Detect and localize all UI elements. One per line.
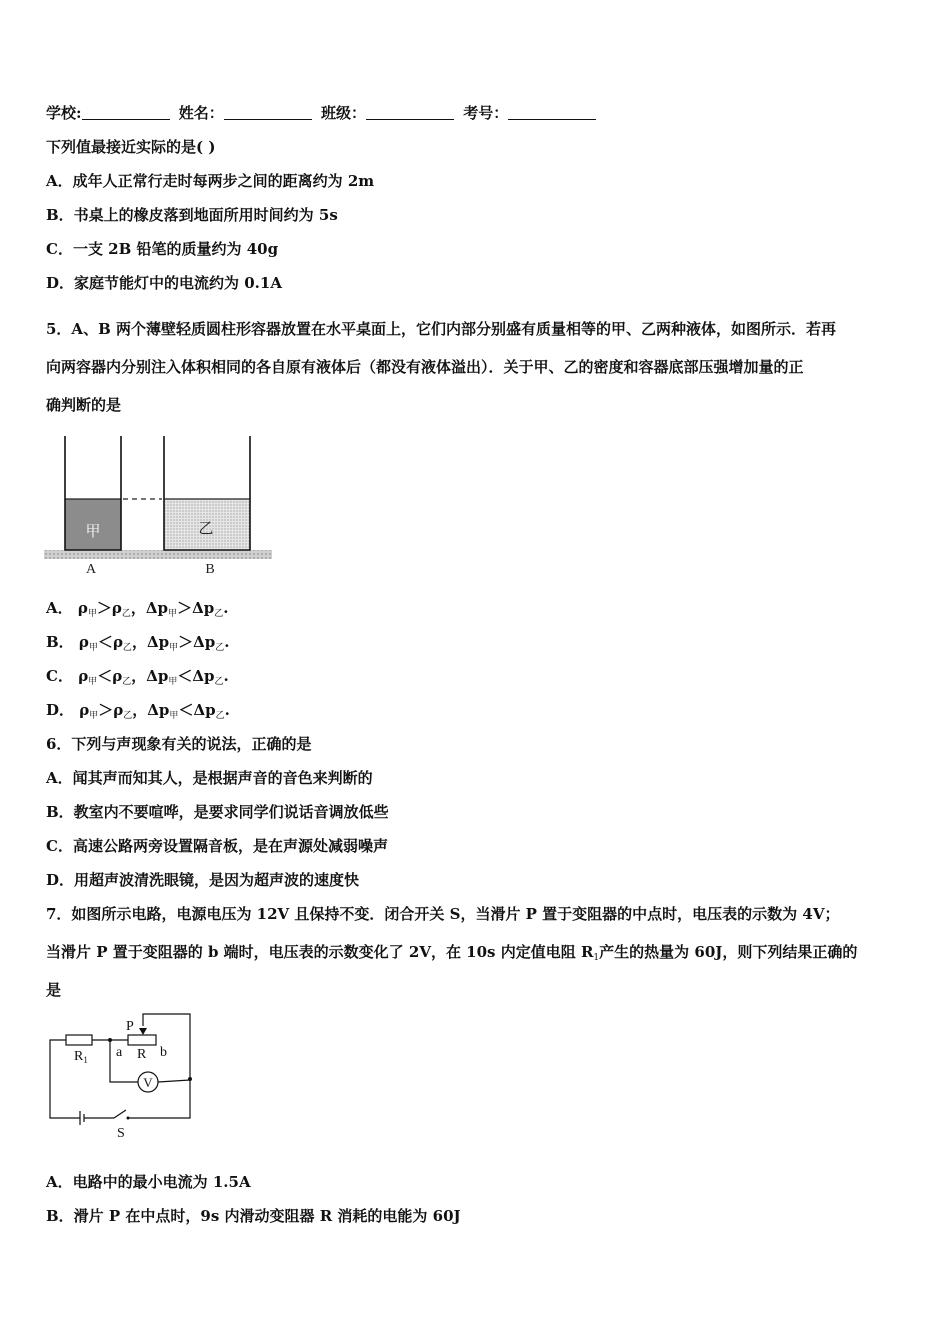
period: . [224, 701, 230, 719]
junction-left [108, 1038, 112, 1042]
class-blank[interactable] [366, 105, 454, 120]
subscript: 甲 [168, 677, 178, 687]
voltmeter-right-wire [158, 1080, 190, 1082]
q5-stem-line3: 确判断的是 [46, 396, 122, 414]
resistor-r1 [66, 1035, 92, 1045]
q5-stem-line2: 向两容器内分别注入体积相同的各自原有液体后（都没有液体溢出）．关于甲、乙的密度和容器底部压强增加量的正 [46, 358, 804, 376]
q4-stem: 下列值最接近实际的是( ) [46, 138, 216, 156]
subscript: 乙 [215, 643, 225, 653]
switch-blade [114, 1110, 126, 1118]
subscript: 乙 [214, 677, 224, 687]
relation: ＞ [96, 599, 112, 617]
subscript: 甲 [168, 609, 178, 619]
delta-p-symbol: Δp [193, 633, 216, 651]
rho-symbol: ρ [112, 633, 123, 651]
switch-label: S [117, 1126, 125, 1141]
exam-no-label: 考号： [463, 104, 509, 122]
rho-symbol: ρ [78, 633, 89, 651]
subscript: 甲 [88, 643, 98, 653]
voltmeter-left-wire [110, 1040, 138, 1082]
rho-symbol: ρ [78, 667, 89, 685]
q5-option-b [46, 632, 230, 658]
containers-figure [44, 432, 276, 580]
relation: ＞ [178, 633, 194, 651]
table-surface [44, 550, 272, 559]
option-letter: C． [46, 667, 73, 685]
q7-stem-line2-post: 产生的热量为 60J，则下列结果正确的 [599, 943, 858, 961]
voltmeter-label: V [143, 1075, 153, 1090]
name-blank[interactable] [224, 105, 312, 120]
rho-symbol: ρ [79, 701, 90, 719]
delta-p-symbol: Δp [192, 667, 215, 685]
subscript: 甲 [89, 711, 99, 721]
r1-subscript: 1 [593, 953, 600, 963]
relation: ＞ [98, 701, 114, 719]
q7-stem-line2 [46, 942, 857, 968]
period: . [223, 599, 229, 617]
wire-bottom-right [128, 1079, 190, 1118]
container-a-label: A [85, 562, 97, 577]
option-letter: A． [46, 599, 73, 617]
switch-contact [127, 1117, 130, 1120]
class-label: 班级： [321, 104, 367, 122]
period: . [223, 667, 229, 685]
delta-p-symbol: Δp [145, 599, 169, 617]
subscript: 乙 [122, 643, 132, 653]
containers-diagram [44, 432, 276, 580]
separator: ， [131, 667, 147, 685]
circuit-figure [44, 1010, 204, 1142]
q4-option-c: C．一支 2B 铅笔的质量约为 40g [46, 240, 279, 258]
rho-symbol: ρ [113, 701, 124, 719]
q7-stem-line1: 7．如图所示电路，电源电压为 12V 且保持不变．闭合开关 S，当滑片 P 置于变阻器的中点时，电压表的示数为 4V； [46, 905, 840, 923]
q4-option-a: A．成年人正常行走时每两步之间的距离约为 2m [46, 172, 375, 190]
q5-stem-line1: 5．A、B 两个薄壁轻质圆柱形容器放置在水平桌面上，它们内部分别盛有质量相等的甲、乙两种液体，如图所示．若再 [46, 320, 836, 338]
circuit-diagram [44, 1010, 204, 1142]
delta-p-symbol: Δp [146, 633, 170, 651]
container-b-label: B [205, 562, 215, 577]
subscript: 甲 [169, 711, 179, 721]
q7-stem-line2-pre: 当滑片 P 置于变阻器的 b 端时，电压表的示数变化了 2V，在 10s 内定值电阻 R [46, 943, 594, 961]
q4-option-d: D．家庭节能灯中的电流约为 0.1A [46, 274, 282, 292]
relation: ＜ [177, 667, 193, 685]
q7-stem-line3: 是 [46, 981, 62, 999]
q4-option-b: B．书桌上的橡皮落到地面所用时间约为 5s [46, 206, 338, 224]
separator: ， [132, 701, 148, 719]
node-a-label: a [116, 1045, 123, 1060]
q5-option-a [46, 598, 228, 624]
subscript: 乙 [121, 609, 131, 619]
liquid-a-label: 甲 [85, 524, 101, 540]
delta-p-symbol: Δp [147, 701, 170, 719]
liquid-b-label: 乙 [198, 521, 214, 537]
school-blank[interactable] [82, 105, 170, 120]
rho-symbol: ρ [77, 599, 88, 617]
relation: ＜ [97, 667, 113, 685]
separator: ， [131, 633, 147, 651]
delta-p-symbol: Δp [193, 701, 216, 719]
student-info-header [46, 103, 600, 123]
q7-option-a: A．电路中的最小电流为 1.5A [46, 1173, 251, 1191]
relation: ＜ [178, 701, 194, 719]
relation: ＜ [97, 633, 113, 651]
subscript: 甲 [87, 609, 97, 619]
node-b-label: b [160, 1045, 167, 1060]
option-letter: D． [46, 701, 75, 719]
q5-option-d [46, 700, 230, 726]
separator: ， [130, 599, 146, 617]
delta-p-symbol: Δp [192, 599, 215, 617]
slider-p-label: P [126, 1019, 134, 1034]
subscript: 乙 [122, 677, 132, 687]
r1-label: $R_1$ [74, 1049, 88, 1065]
rho-symbol: ρ [112, 667, 123, 685]
q5-option-c [46, 666, 229, 692]
name-label: 姓名： [178, 104, 224, 122]
slider-arrow-icon [139, 1028, 147, 1035]
delta-p-symbol: Δp [146, 667, 169, 685]
q6-option-b: B．教室内不要喧哗，是要求同学们说话音调放低些 [46, 803, 389, 821]
subscript: 甲 [88, 677, 98, 687]
q6-stem: 6．下列与声现象有关的说法，正确的是 [46, 735, 312, 753]
q7-option-b: B．滑片 P 在中点时，9s 内滑动变阻器 R 消耗的电能为 60J [46, 1207, 461, 1225]
q6-option-c: C．高速公路两旁设置隔音板，是在声源处减弱噪声 [46, 837, 388, 855]
school-label: 学校: [46, 104, 82, 122]
subscript: 乙 [214, 609, 224, 619]
option-letter: B． [46, 633, 74, 651]
q6-option-a: A．闻其声而知其人，是根据声音的音色来判断的 [46, 769, 373, 787]
rheostat-r [128, 1035, 156, 1045]
exam-no-blank[interactable] [508, 105, 596, 120]
rheostat-label: R [137, 1047, 147, 1062]
subscript: 乙 [123, 711, 133, 721]
q6-option-d: D．用超声波清洗眼镜，是因为超声波的速度快 [46, 871, 360, 889]
relation: ＞ [177, 599, 193, 617]
subscript: 乙 [215, 711, 225, 721]
rho-symbol: ρ [111, 599, 122, 617]
junction-right [188, 1077, 192, 1081]
period: . [224, 633, 230, 651]
subscript: 甲 [169, 643, 179, 653]
